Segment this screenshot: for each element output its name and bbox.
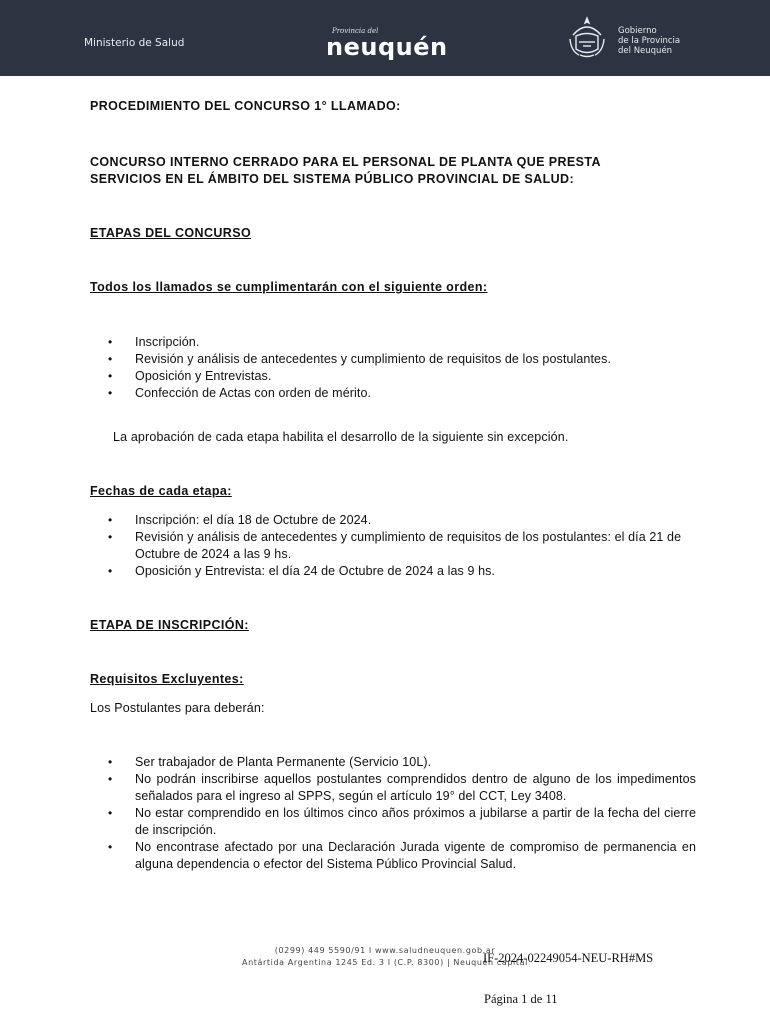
document-title: PROCEDIMIENTO DEL CONCURSO 1° LLAMADO: <box>90 99 401 113</box>
provincia-logo-small-text: Provincia del <box>332 27 379 35</box>
list-item: • No encontrase afectado por una Declaración Jurada vigente de compromiso de permanencia en alguna dependencia o efector del Sistema Público Provincial Salud. <box>108 839 696 873</box>
list-item: • Confección de Actas con orden de mérito. <box>108 385 708 402</box>
fechas-list <box>108 512 698 580</box>
gobierno-line: del Neuquén <box>618 46 673 56</box>
header-banner <box>0 0 770 76</box>
document-subtitle-line1: CONCURSO INTERNO CERRADO PARA EL PERSONAL DE PLANTA QUE PRESTA <box>90 155 601 169</box>
document-subtitle-line2: SERVICIOS EN EL ÁMBITO DEL SISTEMA PÚBLICO PROVINCIAL DE SALUD: <box>90 172 575 186</box>
footer-address: Antártida Argentina 1245 Ed. 3 I (C.P. 8300) | Neuquén capital <box>242 958 528 967</box>
orden-heading: Todos los llamados se cumplimentarán con el siguiente orden: <box>90 280 488 294</box>
etapas-heading: ETAPAS DEL CONCURSO <box>90 226 252 240</box>
list-item: • Revisión y análisis de antecedentes y cumplimiento de requisitos de los postulantes. <box>108 351 708 368</box>
requisitos-heading: Requisitos Excluyentes: <box>90 672 244 686</box>
fechas-heading: Fechas de cada etapa: <box>90 484 232 498</box>
postulantes-intro: Los Postulantes para deberán: <box>90 701 265 715</box>
page-number: Página 1 de 11 <box>484 992 558 1006</box>
list-item: • Oposición y Entrevistas. <box>108 368 708 385</box>
list-item: • No podrán inscribirse aquellos postulantes comprendidos dentro de alguno de los impedimentos señalados para el ingreso al SPPS, según el artículo 19° del CCT, Ley 3408. <box>108 771 696 805</box>
list-item: • Inscripción. <box>108 334 708 351</box>
provincial-seal-icon <box>565 15 609 59</box>
list-item: • Oposición y Entrevista: el día 24 de Octubre de 2024 a las 9 hs. <box>108 563 698 580</box>
requisitos-list <box>108 754 696 873</box>
inscripcion-heading: ETAPA DE INSCRIPCIÓN: <box>90 618 249 632</box>
list-item: • No estar comprendido en los últimos cinco años próximos a jubilarse a partir de la fecha del cierre de inscripción. <box>108 805 696 839</box>
gobierno-line: de la Provincia <box>618 36 681 46</box>
footer-contact: (0299) 449 5590/91 I www.saludneuquen.gob.ar <box>274 946 496 955</box>
list-item: • Ser trabajador de Planta Permanente (Servicio 10L). <box>108 754 696 771</box>
orden-list <box>108 334 708 402</box>
list-item: • Revisión y análisis de antecedentes y cumplimiento de requisitos de los postulantes: el día 21 de Octubre de 2024 a las 9 hs. <box>108 529 698 563</box>
list-item: • Inscripción: el día 18 de Octubre de 2024. <box>108 512 698 529</box>
document-id: IF-2024-02249054-NEU-RH#MS <box>483 951 654 965</box>
neuquen-logo-text: neuquén <box>326 33 448 61</box>
aprobacion-text: La aprobación de cada etapa habilita el desarrollo de la siguiente sin excepción. <box>113 430 569 444</box>
gobierno-line: Gobierno <box>618 26 657 36</box>
gobierno-logo-text <box>618 26 680 56</box>
ministry-label: Ministerio de Salud <box>84 37 185 49</box>
